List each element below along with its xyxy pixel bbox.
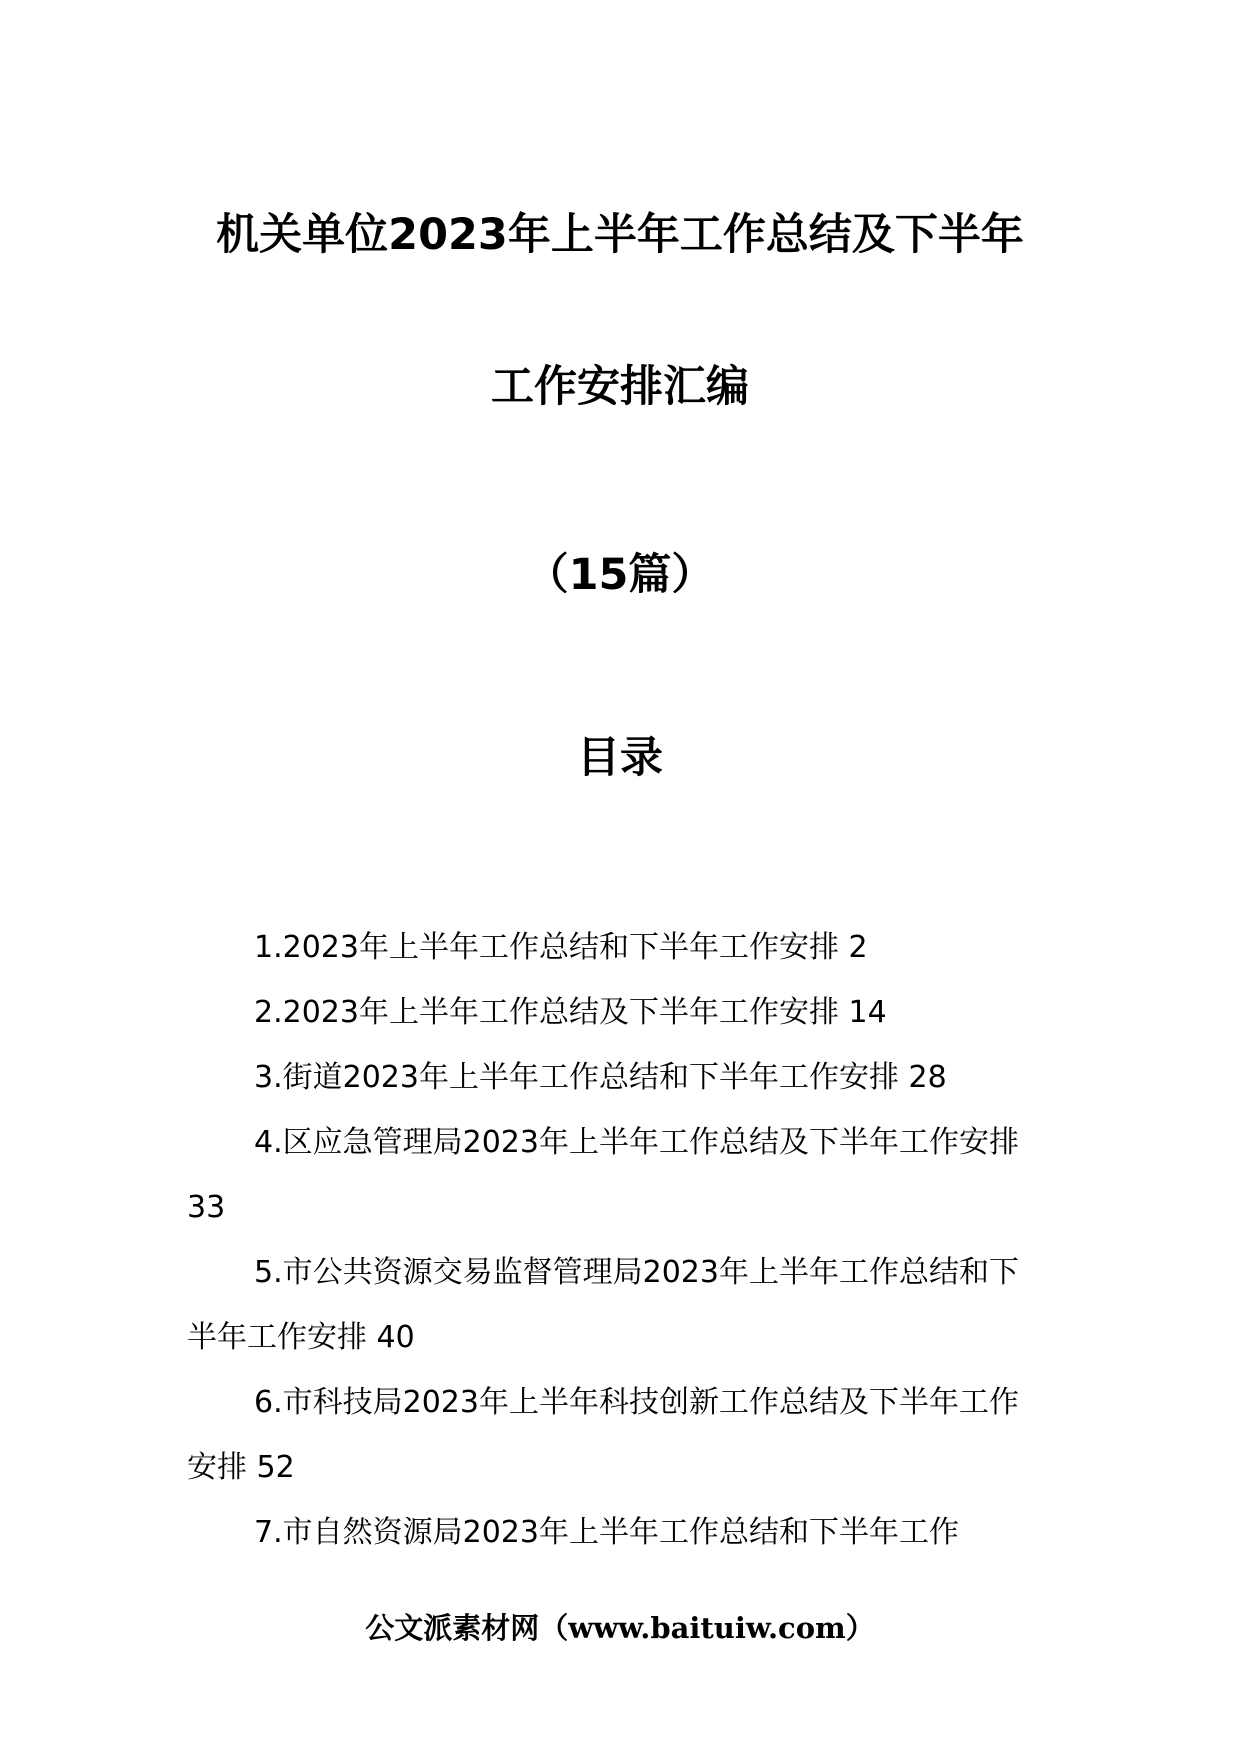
table-of-contents [187,915,1047,1565]
toc-item-3[interactable]: 3.街道2023年上半年工作总结和下半年工作安排 28 [254,1060,947,1095]
toc-item-4[interactable]: 4.区应急管理局2023年上半年工作总结及下半年工作安排 33 [187,1125,1019,1225]
toc-item-5[interactable]: 5.市公共资源交易监督管理局2023年上半年工作总结和下半年工作安排 40 [187,1255,1019,1355]
toc-item-2[interactable]: 2.2023年上半年工作总结及下半年工作安排 14 [254,995,887,1030]
toc-item-6[interactable]: 6.市科技局2023年上半年科技创新工作总结及下半年工作安排 52 [187,1385,1019,1485]
document-title-line-1: 机关单位2023年上半年工作总结及下半年 [216,210,1024,260]
toc-item-1[interactable]: 1.2023年上半年工作总结和下半年工作安排 2 [254,930,868,965]
document-title-line-2: 工作安排汇编 [491,362,749,412]
article-count: （15篇） [525,550,715,600]
toc-heading: 目录 [577,733,663,783]
footer-source-line: 公文派素材网（www.baituiw.com） [365,1611,875,1645]
toc-item-7[interactable]: 7.市自然资源局2023年上半年工作总结和下半年工作 [254,1515,959,1550]
